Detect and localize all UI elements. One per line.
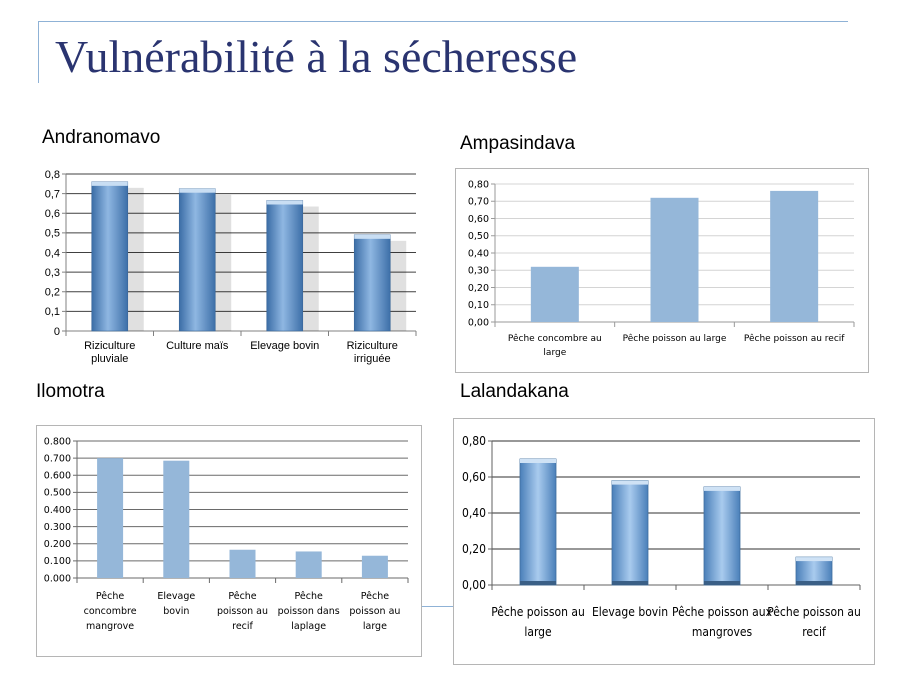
y-tick-label: 0,2 — [44, 286, 60, 299]
y-tick-label: 0,80 — [461, 434, 486, 449]
bar — [230, 550, 256, 578]
x-tick-label — [347, 340, 398, 365]
bar-cap — [179, 189, 215, 193]
chart-ilomotra — [36, 425, 422, 657]
x-tick-label-line: large — [543, 348, 567, 358]
x-tick-label — [278, 591, 340, 632]
x-tick-label-line: Pêche poisson au recif — [743, 334, 845, 344]
chart-lalandakana — [453, 418, 875, 665]
x-tick-label-line: Elevage bovin — [591, 605, 669, 619]
chart-lalandakana-svg — [454, 419, 874, 664]
y-tick-label: 0,00 — [467, 317, 489, 329]
bar-base — [704, 581, 740, 585]
x-tick-label — [157, 591, 195, 617]
chart-title-lalandakana: Lalandakana — [460, 381, 569, 402]
x-tick-label — [491, 605, 585, 639]
title-accent-line — [38, 21, 848, 22]
x-tick-label — [672, 605, 773, 639]
x-tick-label — [592, 605, 668, 619]
bar — [92, 182, 128, 331]
x-tick-label-line: poisson au — [216, 606, 269, 617]
x-tick-label — [217, 591, 268, 632]
y-tick-label: 0,6 — [44, 208, 60, 221]
chart-andranomavo-svg — [36, 160, 426, 375]
bar — [520, 459, 556, 585]
x-tick-label-line: Pêche — [95, 591, 125, 602]
y-tick-label: 0.100 — [43, 556, 71, 568]
x-tick-label-line: Riziculture — [84, 340, 136, 352]
x-tick-label-line: Pêche — [360, 591, 390, 602]
bar — [704, 487, 740, 585]
bar-cap — [704, 487, 740, 491]
bar — [163, 461, 189, 578]
x-tick-label-line: concombre — [83, 606, 137, 617]
chart-ilomotra-svg — [37, 426, 421, 656]
bar — [267, 200, 303, 331]
y-tick-label: 0.500 — [43, 487, 71, 499]
page-title: Vulnérabilité à la sécheresse — [55, 31, 578, 82]
x-tick-label — [250, 340, 319, 352]
bar-base — [520, 581, 556, 585]
bar — [179, 189, 215, 331]
bar — [796, 557, 832, 585]
x-tick-label-line: pluviale — [91, 353, 129, 365]
y-tick-label: 0,5 — [44, 227, 60, 240]
x-tick-label-line: Pêche poisson au — [767, 605, 861, 619]
y-tick-label: 0,7 — [44, 188, 60, 201]
x-tick-label-line: Pêche poisson au — [491, 605, 585, 619]
connector-line — [422, 606, 456, 607]
x-tick-label-line: bovin — [163, 606, 190, 617]
x-tick-label-line: recif — [232, 621, 253, 632]
x-tick-label-line: laplage — [291, 621, 327, 632]
x-tick-label-line: Pêche — [294, 591, 323, 602]
chart-title-ilomotra: Ilomotra — [36, 381, 105, 402]
y-tick-label: 0,80 — [467, 179, 489, 191]
bar-cap — [796, 557, 832, 561]
chart-andranomavo — [36, 160, 426, 375]
y-tick-label: 0,50 — [467, 231, 489, 243]
y-tick-label: 0,60 — [461, 470, 486, 485]
bar-cap — [520, 459, 556, 463]
y-tick-label: 0.600 — [43, 470, 71, 482]
bar-cap — [267, 200, 303, 204]
x-tick-label-line: large — [524, 625, 552, 639]
y-tick-label: 0,3 — [44, 266, 60, 279]
y-tick-label: 0.800 — [43, 436, 71, 448]
bar — [97, 458, 123, 578]
bar-cap — [354, 235, 390, 239]
x-tick-label-line: irriguée — [353, 353, 391, 365]
x-tick-label-line: large — [362, 621, 387, 632]
y-tick-label: 0.000 — [43, 573, 71, 585]
x-tick-label-line: Pêche poisson aux — [671, 605, 773, 619]
y-tick-label: 0,70 — [467, 196, 489, 208]
x-tick-label-line: Pêche — [228, 591, 257, 602]
x-tick-label-line: mangrove — [86, 621, 135, 632]
x-tick-label-line: Elevage — [157, 591, 196, 602]
y-tick-label: 0,20 — [461, 542, 486, 557]
bar — [651, 198, 699, 322]
bar — [354, 235, 390, 331]
y-tick-label: 0 — [53, 325, 60, 338]
chart-ampasindava — [455, 168, 869, 373]
bar — [531, 267, 579, 322]
x-tick-label — [84, 340, 135, 365]
y-tick-label: 0,60 — [467, 213, 489, 225]
y-tick-label: 0.400 — [43, 504, 71, 516]
x-tick-label-line: Pêche concombre au — [507, 334, 602, 344]
x-tick-label-line: mangroves — [691, 625, 753, 639]
x-tick-label — [623, 333, 727, 344]
x-tick-label — [84, 591, 137, 632]
y-tick-label: 0.700 — [43, 453, 71, 465]
bar-cap — [92, 182, 128, 186]
x-tick-label-line: poisson dans — [277, 606, 340, 617]
bar — [296, 551, 322, 578]
y-tick-label: 0,00 — [461, 578, 486, 593]
y-tick-label: 0,8 — [44, 168, 60, 181]
chart-ampasindava-svg — [456, 169, 868, 372]
y-tick-label: 0,40 — [467, 248, 489, 260]
y-tick-label: 0,20 — [467, 282, 489, 294]
x-tick-label — [349, 591, 400, 632]
bar — [612, 481, 648, 585]
y-tick-label: 0.200 — [43, 539, 71, 551]
chart-title-andranomavo: Andranomavo — [42, 127, 161, 148]
bar-cap — [612, 481, 648, 485]
y-tick-label: 0,4 — [44, 247, 60, 260]
x-tick-label-line: Pêche poisson au large — [622, 334, 727, 344]
x-tick-label-line: Elevage bovin — [250, 340, 320, 352]
bar — [770, 191, 818, 322]
y-tick-label: 0,1 — [44, 306, 60, 319]
bar — [362, 556, 388, 578]
x-tick-label-line: Culture maïs — [166, 340, 229, 352]
y-tick-label: 0.300 — [43, 521, 71, 533]
chart-title-ampasindava: Ampasindava — [460, 133, 576, 154]
x-tick-label-line: poisson au — [349, 606, 401, 617]
x-tick-label-line: recif — [802, 625, 826, 639]
x-tick-label — [166, 340, 229, 352]
y-tick-label: 0,30 — [467, 265, 489, 277]
x-tick-label — [744, 333, 845, 344]
bar-base — [796, 581, 832, 585]
y-tick-label: 0,10 — [467, 300, 489, 312]
bar-base — [612, 581, 648, 585]
title-accent-line-vertical — [38, 21, 39, 83]
x-tick-label-line: Riziculture — [346, 340, 398, 352]
x-tick-label — [508, 333, 602, 358]
x-tick-label — [767, 605, 861, 639]
y-tick-label: 0,40 — [461, 506, 486, 521]
